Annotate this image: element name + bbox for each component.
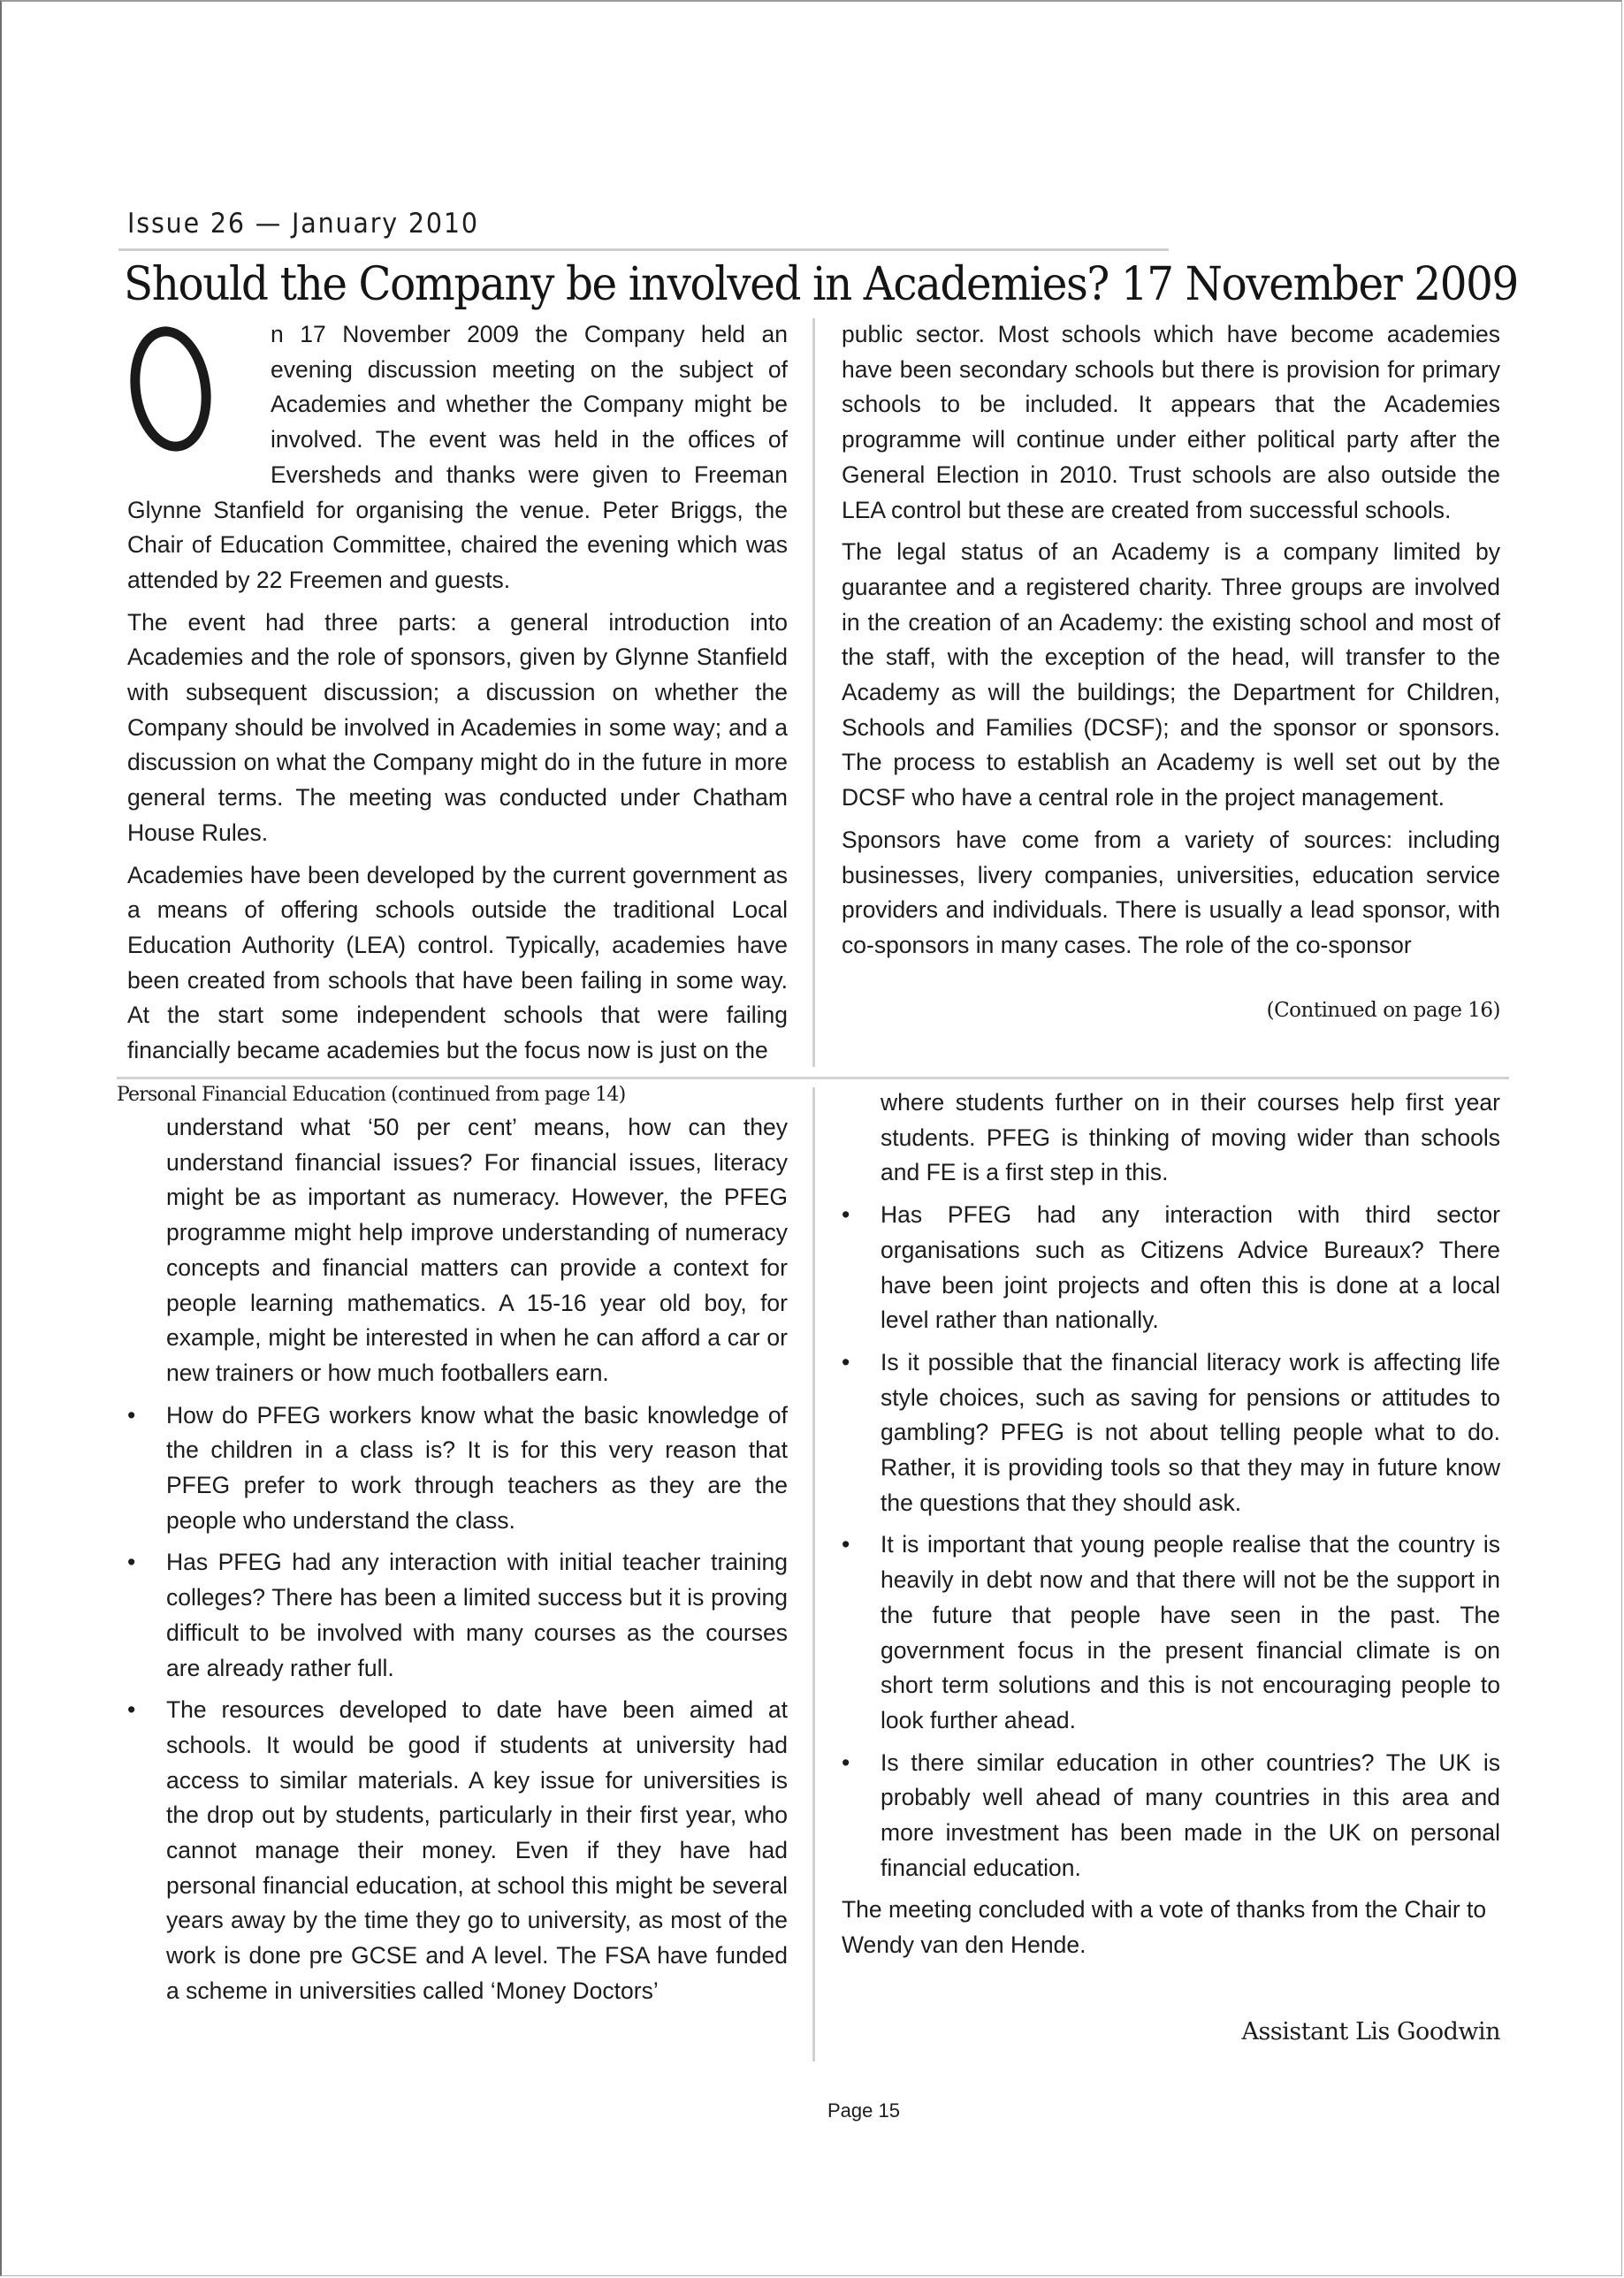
pfe-column-left: [117, 1082, 788, 2016]
article-paragraph-text: n 17 November 2009 the Company held an evening discussion meeting on the subject of Academies and whether the Company might be involved. The event was held in the offices of Eversheds and thanks were given to Freeman Glynne Stanfield for organising the venue. Peter Briggs, the Chair of Education Committee, chaired the evening which was attended by 22 Freemen and guests.: [127, 321, 788, 593]
column-divider: [812, 1087, 815, 2061]
bullet-icon: •: [127, 1696, 136, 1724]
bullet-icon: •: [127, 1401, 136, 1429]
article-paragraph: Sponsors have come from a variety of sources: including businesses, livery companies, universities, education service providers and individuals. There is usually a lead sponsor, with co-sponsors in many cases. The role of the co-sponsor: [842, 826, 1500, 958]
list-item-text: Has PFEG had any interaction with initial teacher training colleges? There has been a limited success but it is proving difficult to be involved with many courses as the courses are already rather full.: [166, 1549, 788, 1681]
article-paragraph: The event had three parts: a general introduction into Academies and the role of sponsors, given by Glynne Stanfield with subsequent discussion; a discussion on whether the Company should be involved in Academies in some way; and a discussion on what the Company might do in the future in more general terms. The meeting was conducted under Chatham House Rules.: [127, 608, 788, 846]
list-item-text: Has PFEG had any interaction with third sector organisations such as Citizens Advice Bureaux? There have been joint projects and often this is done at a local level rather than nationally.: [881, 1201, 1500, 1334]
pfe-lead-in: understand what ‘50 per cent’ means, how can they understand financial issues? For financial issues, literacy might be as important as numeracy. However, the PFEG programme might help improve understanding of numeracy concepts and financial matters can provide a context for people learning mathematics. A 15-16 year old boy, for example, might be interested in when he can afford a car or new trainers or how much footballers earn.: [166, 1114, 788, 1386]
page-number: Page 15: [827, 2099, 900, 2122]
list-item-text: The resources developed to date have been aimed at schools. It would be good if students at university had access to similar materials. A key issue for universities is the drop out by students, particularly in their first year, who cannot manage their money. Even if they have had personal financial education, at school this might be several years away by the time they go to university, as most of the work is done pre GCSE and A level. The FSA have funded a scheme in universities called ‘Money Doctors’: [166, 1696, 788, 2004]
pfe-bullet-list: [127, 1398, 788, 2009]
list-item: [127, 1693, 788, 2008]
drop-cap-o-icon: [124, 317, 263, 485]
list-item: [127, 1398, 788, 1539]
list-item: [842, 1345, 1500, 1521]
pfe-lead-in: where students further on in their courses help first year students. PFEG is thinking of moving wider than schools and FE is a first step in this.: [881, 1089, 1500, 1186]
article-paragraph: Academies have been developed by the current government as a means of offering schools outside the traditional Local Education Authority (LEA) control. Typically, academies have been created from schools that have been failing in some way. At the start some independent schools that were failing financially became academies but the focus now is just on the: [127, 861, 788, 1064]
pfe-bullet-list: [842, 1198, 1500, 1886]
bullet-icon: •: [127, 1549, 136, 1576]
continued-on-link[interactable]: (Continued on page 16): [1266, 998, 1500, 1022]
list-item: [842, 1198, 1500, 1338]
list-item-text: Is there similar education in other countries? The UK is probably well ahead of many countries in this area and more investment has been made in the UK on personal financial education.: [881, 1748, 1500, 1881]
article-paragraph: public sector. Most schools which have become academies have been secondary schools but there is provision for primary schools to be included. It appears that the Academies programme will continue under either political party after the General Election in 2010. Trust schools are also outside the LEA control but these are created from successful schools.: [842, 321, 1500, 523]
list-item-text: Is it possible that the financial literacy work is affecting life style choices, such as saving for pensions or attitudes to gambling? PFEG is not about telling people what to do. Rather, it is providing tools so that they may in future know the questions that they should ask.: [881, 1348, 1500, 1516]
list-item: [127, 1545, 788, 1686]
article-column-right: [842, 317, 1500, 1028]
pfe-section-heading: Personal Financial Education (continued from page 14): [117, 1084, 626, 1106]
article-title: Should the Company be involved in Academies? 17 November 2009: [124, 258, 1518, 311]
list-item-text: How do PFEG workers know what the basic knowledge of the children in a class is? It is for this very reason that PFEG prefer to work through teachers as they are the people who understand the class.: [166, 1401, 788, 1534]
bullet-icon: •: [842, 1348, 850, 1375]
list-item: [842, 1746, 1500, 1886]
closing-paragraph: The meeting concluded with a vote of thanks from the Chair to Wendy van den Hende.: [842, 1896, 1487, 1959]
article-paragraph: The legal status of an Academy is a company limited by guarantee and a registered charity. Three groups are involved in the creation of an Academy: the existing school and most of the staff, with the exception of the head, will transfer to the Academy as will the buildings; the Department for Children, Schools and Families (DCSF); and the sponsor or sponsors. The process to establish an Academy is well set out by the DCSF who have a central role in the project management.: [842, 538, 1500, 811]
pfe-column-right: [842, 1086, 1500, 2050]
list-item-text: It is important that young people realise that the country is heavily in debt now and that there will not be the support in the future that people have seen in the past. The government focus in the present financial climate is on short term solutions and this is not encouraging people to look further ahead.: [881, 1531, 1500, 1733]
bullet-icon: •: [842, 1201, 850, 1229]
list-item: [842, 1528, 1500, 1738]
author-signature: Assistant Lis Goodwin: [1241, 2017, 1500, 2046]
article-column-left: [127, 317, 788, 1076]
header-rule: [118, 248, 1169, 251]
column-divider: [812, 318, 815, 1067]
bullet-icon: •: [842, 1748, 850, 1776]
bullet-icon: •: [842, 1531, 850, 1558]
section-divider: [117, 1077, 1509, 1079]
article-paragraph: [127, 317, 788, 598]
issue-date-header: Issue 26 — January 2010: [127, 208, 479, 240]
